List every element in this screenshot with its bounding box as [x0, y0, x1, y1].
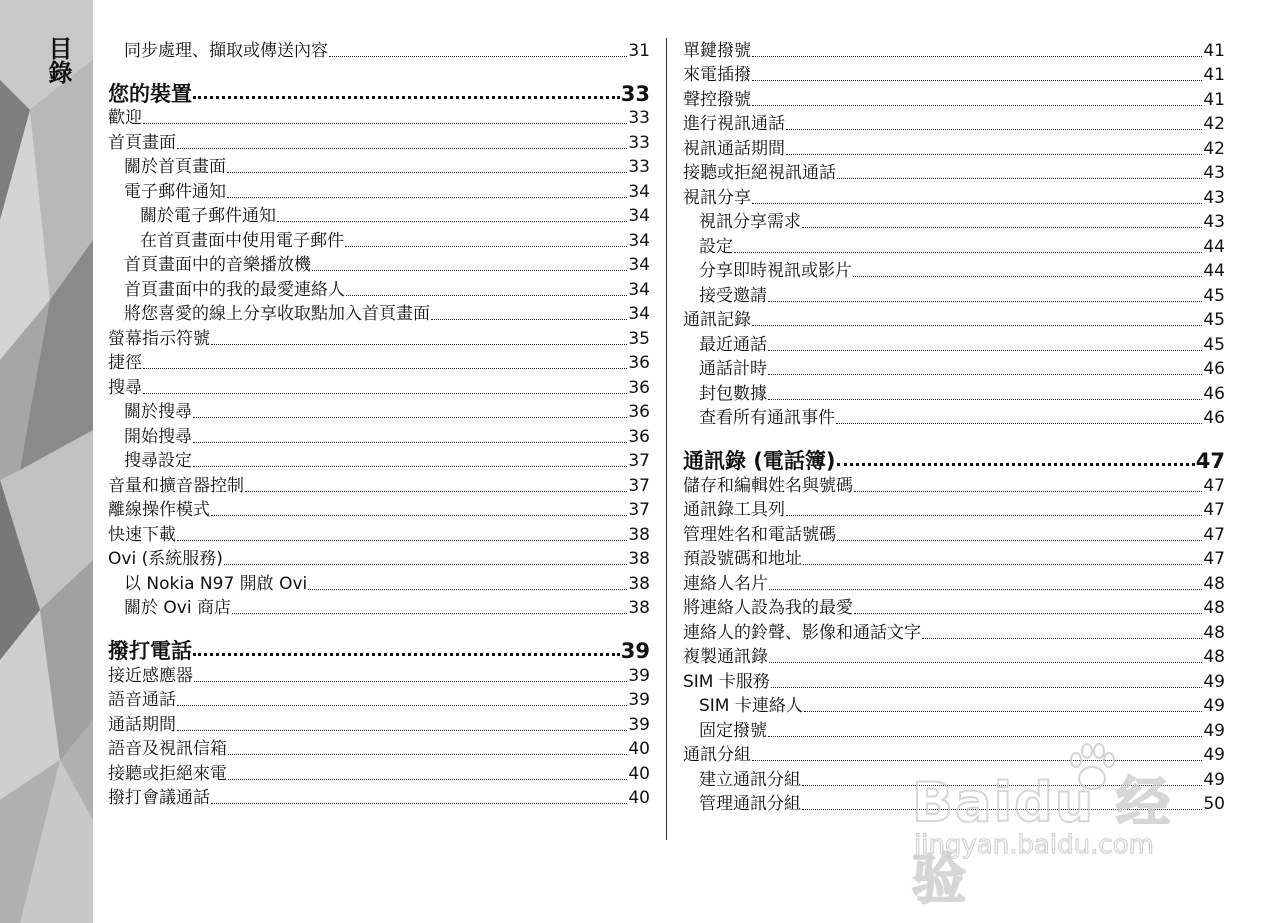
toc-leader-dots	[143, 393, 627, 394]
toc-leader-dots	[211, 515, 627, 516]
toc-entry-page: 45	[1203, 285, 1225, 306]
toc-entry[interactable]	[683, 38, 1225, 63]
toc-entry-page: 47	[1203, 500, 1225, 520]
toc-entry[interactable]	[683, 161, 1225, 186]
toc-entry-title: 最近通話	[699, 334, 767, 355]
toc-leader-dots	[431, 319, 627, 320]
toc-entry[interactable]	[683, 767, 1225, 792]
toc-entry-page: 34	[628, 279, 650, 300]
toc-entry-page: 49	[1203, 671, 1225, 692]
toc-leader-dots	[786, 154, 1202, 155]
toc-entry-title: 通話期間	[108, 714, 176, 735]
toc-leader-dots	[193, 466, 627, 467]
toc-entry-page: 49	[1203, 720, 1225, 741]
toc-entry-title: 搜尋	[108, 377, 142, 398]
toc-entry-page: 38	[628, 598, 650, 618]
toc-leader-dots	[345, 246, 627, 247]
toc-entry-page: 37	[628, 475, 650, 496]
toc-entry[interactable]	[108, 277, 650, 302]
toc-entry-page: 33	[628, 108, 650, 128]
sidebar-facets	[0, 0, 93, 923]
toc-entry-title: 語音通話	[108, 690, 176, 710]
toc-entry[interactable]	[683, 743, 1225, 768]
toc-entry[interactable]	[108, 179, 650, 204]
toc-entry-title: 通訊錄 (電話簿)	[683, 449, 836, 473]
toc-entry[interactable]	[108, 786, 650, 811]
toc-entry[interactable]	[108, 38, 650, 63]
toc-entry[interactable]	[683, 596, 1225, 621]
toc-leader-dots	[922, 638, 1202, 639]
toc-leader-dots	[837, 463, 1195, 466]
toc-entry-page: 36	[628, 402, 650, 422]
sidebar-decoration	[0, 0, 93, 923]
toc-entry-title: 開始搜尋	[124, 426, 192, 447]
toc-entry[interactable]	[108, 596, 650, 621]
toc-entry-page: 46	[1203, 408, 1225, 428]
toc-leader-dots	[232, 613, 627, 614]
toc-entry[interactable]	[108, 228, 650, 253]
toc-entry[interactable]	[683, 473, 1225, 498]
toc-leader-dots	[211, 344, 627, 345]
toc-leader-dots	[143, 123, 627, 124]
toc-entry-title: 語音及視訊信箱	[108, 739, 227, 759]
toc-entry[interactable]	[108, 106, 650, 131]
toc-entry-page: 36	[628, 377, 650, 398]
toc-leader-dots	[143, 368, 627, 369]
toc-leader-dots	[312, 270, 627, 271]
toc-entry-title: 接聽或拒絕視訊通話	[683, 163, 836, 183]
toc-entry-page: 39	[628, 714, 650, 735]
toc-entry-page: 48	[1203, 647, 1225, 667]
toc-entry[interactable]	[683, 406, 1225, 431]
toc-leader-dots	[177, 730, 627, 731]
toc-leader-dots	[854, 613, 1202, 614]
toc-entry-title: 視訊分享需求	[699, 212, 801, 232]
toc-entry-page: 43	[1203, 163, 1225, 183]
toc-entry-page: 44	[1203, 236, 1225, 257]
toc-entry-page: 36	[628, 426, 650, 447]
toc-entry-title: 搜尋設定	[124, 451, 192, 471]
toc-entry[interactable]	[108, 473, 650, 498]
toc-entry[interactable]	[683, 308, 1225, 333]
toc-entry[interactable]	[683, 522, 1225, 547]
toc-entry-title: 連絡人的鈴聲、影像和通話文字	[683, 622, 921, 643]
toc-entry-page: 48	[1203, 573, 1225, 594]
watermark-url: jingyan.baidu.com	[914, 830, 1154, 860]
toc-leader-dots	[227, 172, 627, 173]
toc-leader-dots	[752, 105, 1202, 106]
toc-entry[interactable]	[108, 449, 650, 474]
toc-entry[interactable]	[683, 620, 1225, 645]
toc-entry[interactable]	[108, 326, 650, 351]
toc-entry[interactable]	[108, 712, 650, 737]
toc-section-entry[interactable]	[108, 76, 650, 106]
toc-entry-title: 進行視訊通話	[683, 114, 785, 134]
toc-leader-dots	[224, 564, 628, 565]
toc-entry-page: 47	[1203, 475, 1225, 496]
toc-entry[interactable]	[108, 253, 650, 278]
toc-leader-dots	[177, 705, 627, 706]
toc-leader-dots	[193, 653, 620, 656]
toc-entry-page: 47	[1203, 524, 1225, 545]
toc-entry-title: 聲控撥號	[683, 89, 751, 110]
toc-leader-dots	[346, 295, 627, 296]
toc-entry-title: 將連絡人設為我的最愛	[683, 598, 853, 618]
toc-leader-dots	[853, 276, 1202, 277]
toc-entry-title: 複製通訊錄	[683, 647, 768, 667]
toc-entry-page: 48	[1203, 598, 1225, 618]
toc-entry[interactable]	[683, 547, 1225, 572]
toc-entry-title: 首頁畫面中的音樂播放機	[124, 255, 311, 275]
toc-leader-dots	[734, 252, 1202, 253]
toc-leader-dots	[177, 148, 627, 149]
toc-entry[interactable]	[108, 571, 650, 596]
toc-entry-page: 33	[620, 81, 650, 106]
toc-entry-title: 將您喜愛的線上分享收取點加入首頁畫面	[124, 304, 430, 324]
toc-leader-dots	[752, 203, 1202, 204]
toc-entry-page: 37	[628, 451, 650, 471]
toc-entry-page: 33	[628, 157, 650, 177]
toc-leader-dots	[786, 129, 1202, 130]
toc-entry-title: 通訊分組	[683, 745, 751, 765]
toc-entry-page: 45	[1203, 310, 1225, 330]
toc-leader-dots	[802, 227, 1202, 228]
toc-heading: 目錄	[44, 36, 72, 84]
toc-leader-dots	[193, 442, 627, 443]
toc-entry-page: 41	[1203, 65, 1225, 85]
toc-entry-title: 離線操作模式	[108, 500, 210, 520]
toc-entry-title: Ovi (系統服務)	[108, 549, 223, 569]
toc-entry-title: 首頁畫面中的我的最愛連絡人	[124, 279, 345, 300]
toc-entry-page: 47	[1203, 549, 1225, 569]
toc-entry[interactable]	[108, 155, 650, 180]
toc-leader-dots	[768, 399, 1202, 400]
toc-entry-title: 同步處理、擷取或傳送內容	[124, 40, 328, 61]
toc-entry-title: 視訊分享	[683, 187, 751, 208]
toc-entry-title: 撥打電話	[108, 639, 192, 663]
toc-entry[interactable]	[683, 87, 1225, 112]
toc-leader-dots	[854, 491, 1202, 492]
toc-entry[interactable]	[683, 498, 1225, 523]
toc-entry-page: 42	[1203, 114, 1225, 134]
toc-section-entry[interactable]	[683, 443, 1225, 473]
toc-entry-page: 49	[1203, 769, 1225, 790]
toc-leader-dots	[752, 325, 1202, 326]
toc-entry[interactable]	[108, 204, 650, 229]
toc-entry-page: 44	[1203, 261, 1225, 281]
toc-entry-page: 42	[1203, 138, 1225, 159]
toc-entry-title: 關於搜尋	[124, 402, 192, 422]
toc-entry-title: 捷徑	[108, 353, 142, 373]
toc-entry-page: 40	[628, 788, 650, 808]
toc-section-entry[interactable]	[108, 633, 650, 663]
toc-leader-dots	[194, 681, 627, 682]
toc-entry[interactable]	[683, 571, 1225, 596]
toc-entry[interactable]	[683, 112, 1225, 137]
toc-entry[interactable]	[683, 63, 1225, 88]
toc-entry-page: 36	[628, 353, 650, 373]
toc-entry[interactable]	[683, 381, 1225, 406]
toc-entry-title: 儲存和編輯姓名與號碼	[683, 475, 853, 496]
toc-entry-page: 43	[1203, 212, 1225, 232]
toc-leader-dots	[768, 301, 1202, 302]
toc-leader-dots	[277, 221, 627, 222]
toc-entry-page: 34	[628, 206, 650, 226]
toc-entry-page: 35	[628, 328, 650, 349]
toc-entry-page: 46	[1203, 359, 1225, 379]
toc-leader-dots	[227, 197, 627, 198]
toc-entry-page: 39	[628, 690, 650, 710]
toc-leader-dots	[228, 754, 627, 755]
toc-entry-page: 50	[1203, 794, 1225, 814]
toc-leader-dots	[803, 564, 1202, 565]
toc-leader-dots	[769, 589, 1202, 590]
toc-entry-page: 45	[1203, 334, 1225, 355]
toc-entry-page: 40	[628, 763, 650, 784]
toc-leader-dots	[836, 423, 1202, 424]
toc-entry-page: 34	[628, 181, 650, 202]
toc-entry-page: 46	[1203, 383, 1225, 404]
toc-entry-title: SIM 卡連絡人	[699, 696, 803, 716]
toc-entry-page: 37	[628, 500, 650, 520]
toc-entry[interactable]	[108, 400, 650, 425]
toc-entry-page: 49	[1203, 696, 1225, 716]
toc-entry-title: 接受邀請	[699, 285, 767, 306]
toc-leader-dots	[802, 809, 1202, 810]
toc-entry[interactable]	[683, 283, 1225, 308]
toc-entry[interactable]	[108, 547, 650, 572]
toc-entry-page: 39	[620, 639, 650, 663]
toc-entry-title: 封包數據	[699, 383, 767, 404]
toc-entry-page: 34	[628, 255, 650, 275]
toc-entry[interactable]	[108, 498, 650, 523]
toc-entry-page: 33	[628, 132, 650, 153]
toc-entry-title: 分享即時視訊或影片	[699, 261, 852, 281]
toc-entry-title: 管理姓名和電話號碼	[683, 524, 836, 545]
toc-entry-title: 設定	[699, 236, 733, 257]
toc-entry[interactable]	[683, 645, 1225, 670]
toc-entry[interactable]	[108, 663, 650, 688]
toc-entry-page: 39	[628, 665, 650, 686]
toc-entry-page: 34	[628, 304, 650, 324]
toc-entry-page: 38	[628, 524, 650, 545]
watermark-logo: Baidu 经验	[912, 771, 1173, 911]
toc-entry-title: 建立通訊分組	[699, 769, 801, 790]
toc-entry-title: 歡迎	[108, 108, 142, 128]
toc-entry[interactable]	[108, 375, 650, 400]
toc-entry-title: 關於 Ovi 商店	[124, 598, 231, 618]
toc-leader-dots	[752, 56, 1202, 57]
toc-entry-title: 首頁畫面	[108, 132, 176, 153]
toc-entry-title: 接近感應器	[108, 665, 193, 686]
toc-entry[interactable]	[108, 737, 650, 762]
toc-entry-title: 預設號碼和地址	[683, 549, 802, 569]
toc-entry[interactable]	[683, 357, 1225, 382]
toc-leader-dots	[228, 779, 627, 780]
toc-leader-dots	[768, 374, 1202, 375]
toc-entry-title: 撥打會議通話	[108, 788, 210, 808]
toc-entry-page: 38	[628, 549, 650, 569]
toc-entry-title: 音量和擴音器控制	[108, 475, 244, 496]
toc-entry[interactable]	[108, 522, 650, 547]
toc-leader-dots	[837, 178, 1202, 179]
toc-entry[interactable]	[683, 136, 1225, 161]
toc-leader-dots	[768, 350, 1202, 351]
toc-entry[interactable]	[683, 234, 1225, 259]
toc-entry-title: 管理通訊分組	[699, 794, 801, 814]
toc-leader-dots	[768, 736, 1202, 737]
toc-entry-page: 43	[1203, 187, 1225, 208]
toc-leader-dots	[245, 491, 627, 492]
toc-leader-dots	[769, 662, 1202, 663]
toc-entry[interactable]	[683, 210, 1225, 235]
toc-entry[interactable]	[683, 332, 1225, 357]
toc-entry-title: 螢幕指示符號	[108, 328, 210, 349]
toc-leader-dots	[802, 785, 1202, 786]
toc-leader-dots	[177, 540, 627, 541]
toc-leader-dots	[752, 80, 1202, 81]
toc-entry-title: 關於電子郵件通知	[140, 206, 276, 226]
toc-entry-title: 單鍵撥號	[683, 40, 751, 61]
toc-entry[interactable]	[108, 351, 650, 376]
toc-entry[interactable]	[683, 694, 1225, 719]
toc-entry-title: 視訊通話期間	[683, 138, 785, 159]
toc-entry-title: 通訊錄工具列	[683, 500, 785, 520]
toc-leader-dots	[804, 711, 1202, 712]
toc-entry-title: 通話計時	[699, 359, 767, 379]
toc-leader-dots	[786, 515, 1202, 516]
toc-left-column	[108, 38, 650, 810]
toc-entry-title: 以 Nokia N97 開啟 Ovi	[124, 573, 308, 594]
toc-entry[interactable]	[108, 761, 650, 786]
toc-entry-page: 47	[1195, 449, 1225, 473]
toc-leader-dots	[837, 540, 1202, 541]
toc-entry-title: 來電插撥	[683, 65, 751, 85]
toc-entry[interactable]	[108, 130, 650, 155]
toc-entry-page: 40	[628, 739, 650, 759]
toc-leader-dots	[193, 417, 627, 418]
column-divider	[666, 38, 667, 840]
toc-leader-dots	[211, 803, 627, 804]
toc-entry[interactable]	[108, 302, 650, 327]
toc-entry-title: 固定撥號	[699, 720, 767, 741]
toc-entry-title: 接聽或拒絕來電	[108, 763, 227, 784]
toc-entry[interactable]	[108, 688, 650, 713]
toc-entry-page: 41	[1203, 40, 1225, 61]
toc-leader-dots	[771, 687, 1202, 688]
toc-entry-page: 41	[1203, 89, 1225, 110]
toc-entry-page: 34	[628, 230, 650, 251]
toc-entry-title: 快速下載	[108, 524, 176, 545]
toc-right-column	[683, 38, 1225, 816]
toc-entry-page: 31	[628, 40, 650, 61]
toc-leader-dots	[329, 56, 627, 57]
toc-entry-title: 連絡人名片	[683, 573, 768, 594]
toc-entry-title: 您的裝置	[108, 81, 192, 106]
toc-entry[interactable]	[683, 259, 1225, 284]
toc-entry[interactable]	[683, 718, 1225, 743]
toc-entry-title: 通訊記錄	[683, 310, 751, 330]
toc-entry[interactable]	[683, 185, 1225, 210]
toc-leader-dots	[752, 760, 1202, 761]
toc-entry-page: 38	[628, 573, 650, 594]
toc-entry-title: 電子郵件通知	[124, 181, 226, 202]
toc-entry-title: 查看所有通訊事件	[699, 408, 835, 428]
toc-entry[interactable]	[108, 424, 650, 449]
toc-entry-title: 在首頁畫面中使用電子郵件	[140, 230, 344, 251]
toc-entry[interactable]	[683, 792, 1225, 817]
toc-entry-page: 49	[1203, 745, 1225, 765]
toc-entry-title: 關於首頁畫面	[124, 157, 226, 177]
toc-entry-page: 48	[1203, 622, 1225, 643]
toc-leader-dots	[308, 589, 627, 590]
toc-entry[interactable]	[683, 669, 1225, 694]
toc-leader-dots	[193, 96, 620, 99]
toc-entry-title: SIM 卡服務	[683, 671, 770, 692]
